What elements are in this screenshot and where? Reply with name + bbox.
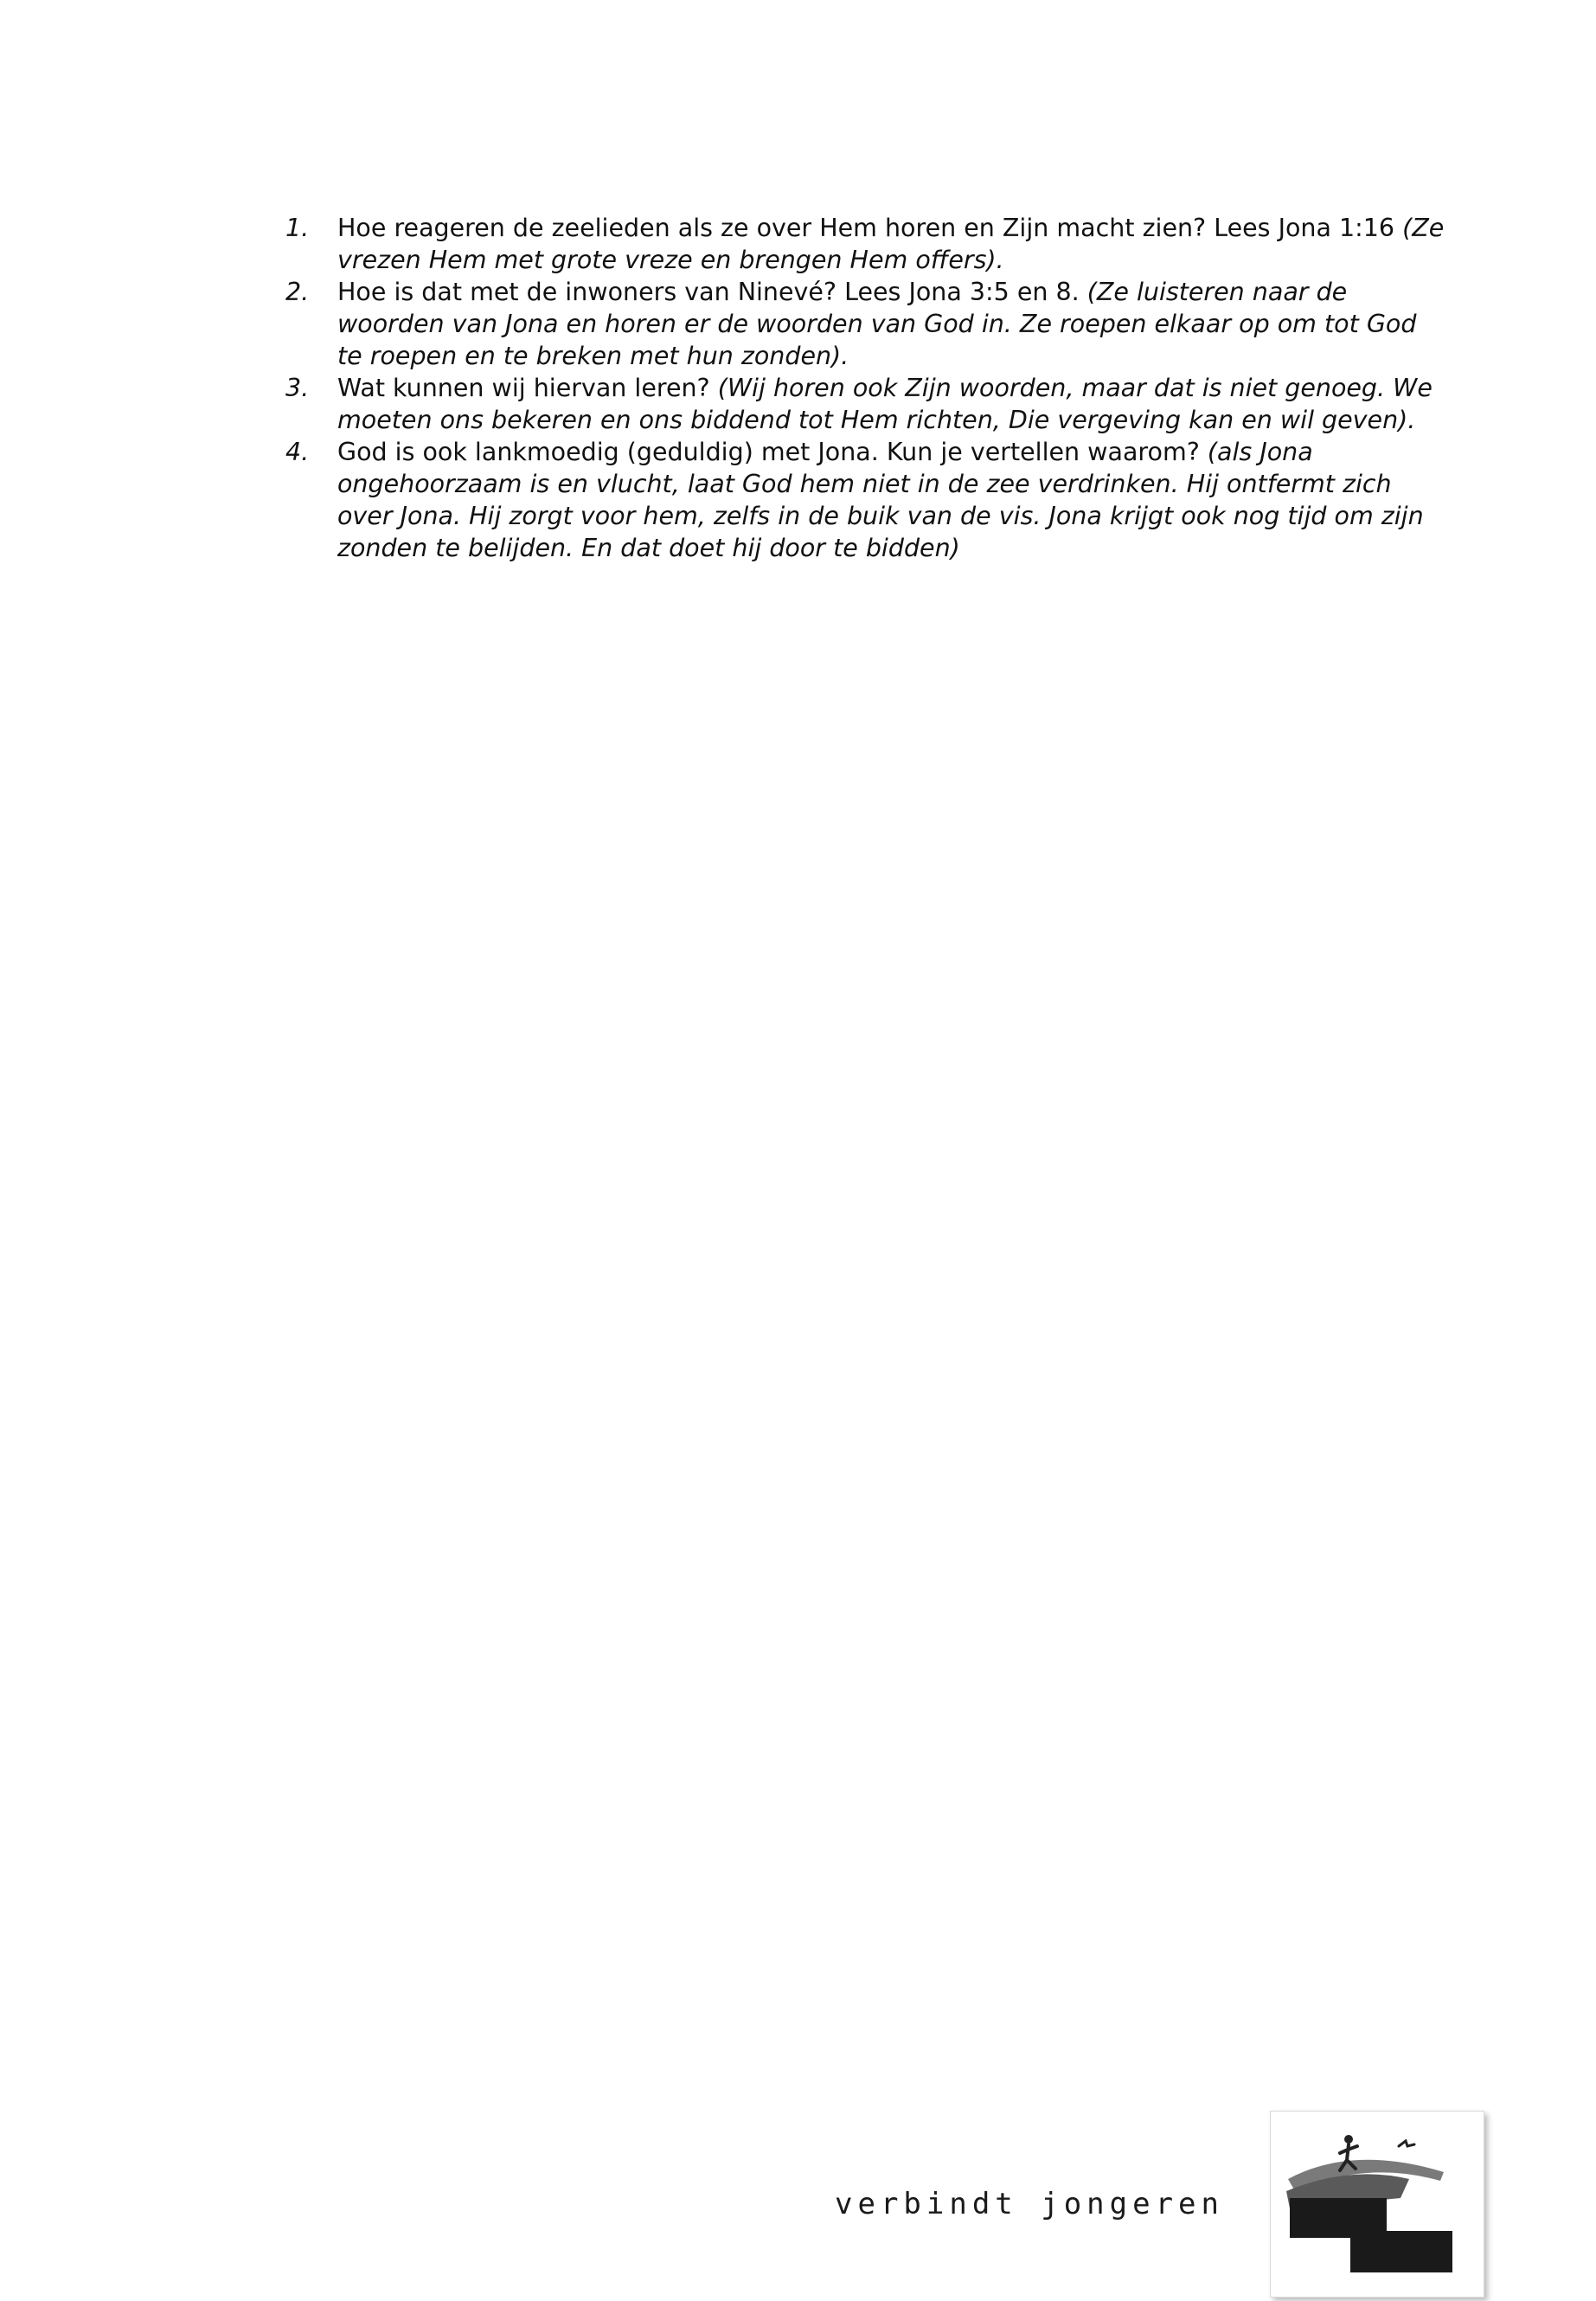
answer-text: (Ze luisteren naar de woorden van Jona en horen er de woorden van God in. Ze roepen elkaar op om tot God te roepen en te breken met hun zonden). bbox=[337, 278, 1417, 370]
question-text: Wat kunnen wij hiervan leren? bbox=[337, 374, 718, 402]
question-number: 4. bbox=[285, 438, 310, 466]
answer-text: (als Jona ongehoorzaam is en vlucht, laat God hem niet in de zee verdrinken. Hij ontfermt zich over Jona. Hij zorgt voor hem, zelfs in de buik van de vis. Jona krijgt ook nog tijd om zijn zonden te belijden. En dat doet hij door te bidden) bbox=[337, 438, 1424, 562]
question-text: God is ook lankmoedig (geduldig) met Jona. Kun je vertellen waarom? bbox=[337, 438, 1208, 466]
logo-block-bottom bbox=[1350, 2231, 1452, 2272]
question-text: Hoe reageren de zeelieden als ze over Hem horen en Zijn macht zien? Lees Jona 1:16 bbox=[337, 214, 1403, 242]
jeugdbond-logo bbox=[1270, 2111, 1484, 2298]
logo-figure-head bbox=[1344, 2135, 1353, 2144]
question-item-1 bbox=[285, 212, 1445, 276]
footer-tagline: verbindt jongeren bbox=[835, 2187, 1224, 2221]
logo-bird bbox=[1399, 2141, 1414, 2146]
question-list bbox=[285, 212, 1445, 564]
logo-graphic bbox=[1271, 2112, 1484, 2297]
answer-text: (Ze vrezen Hem met grote vreze en brengen Hem offers). bbox=[337, 214, 1445, 274]
question-item-4 bbox=[285, 436, 1445, 564]
question-number: 2. bbox=[285, 278, 310, 306]
question-item-2 bbox=[285, 276, 1445, 372]
question-text: Hoe is dat met de inwoners van Ninevé? Lees Jona 3:5 en 8. bbox=[337, 278, 1087, 306]
question-item-3 bbox=[285, 372, 1445, 436]
answer-text: (Wij horen ook Zijn woorden, maar dat is niet genoeg. We moeten ons bekeren en ons biddend tot Hem richten, Die vergeving kan en wil geven). bbox=[337, 374, 1433, 434]
question-number: 1. bbox=[285, 214, 310, 242]
question-content bbox=[285, 212, 1445, 564]
question-number: 3. bbox=[285, 374, 310, 402]
